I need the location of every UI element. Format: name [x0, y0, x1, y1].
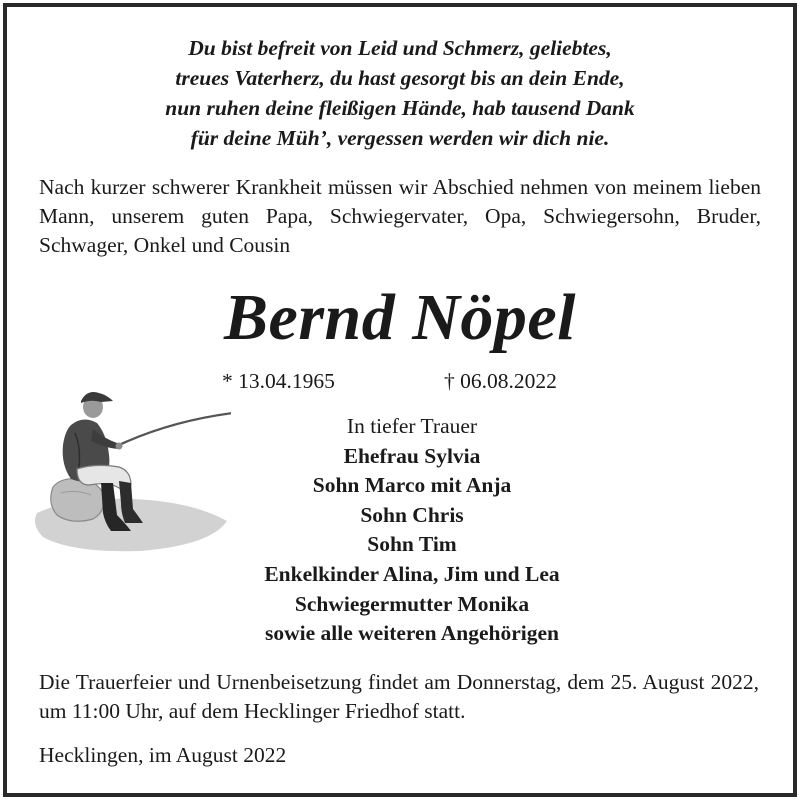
place-date: Hecklingen, im August 2022 — [39, 743, 287, 767]
mourner: Sohn Chris — [360, 502, 464, 527]
intro-text: Nach kurzer schwerer Krankheit müssen wir Abschied nehmen von meinem lieben Mann, unserem guten Papa, Schwiegervater, Opa, Schwiegersohn, Bruder, Schwager, Onkel und Cousin — [39, 175, 761, 257]
fisherman-icon — [31, 385, 231, 555]
funeral-notice: Die Trauerfeier und Urnenbeisetzung findet am Donnerstag, dem 25. August 2022, um 11:00 Uhr, auf dem Hecklinger Friedhof statt. — [39, 670, 759, 723]
obituary-frame — [3, 3, 797, 797]
birth-date: * 13.04.1965 — [222, 369, 335, 393]
mourner: Sohn Marco mit Anja — [312, 473, 512, 498]
poem-line: nun ruhen deine fleißigen Hände, hab tausend Dank — [165, 96, 635, 120]
mourning-intro: In tiefer Trauer — [346, 414, 478, 438]
poem-line: treues Vaterherz, du hast gesorgt bis an dein Ende, — [175, 66, 625, 90]
mourners-block — [202, 412, 622, 649]
deceased-name: Bernd Nöpel — [224, 281, 576, 354]
mourner: sowie alle weiteren Angehörigen — [265, 621, 559, 646]
poem — [7, 33, 793, 153]
mourner: Enkelkinder Alina, Jim und Lea — [264, 561, 560, 586]
death-date: † 06.08.2022 — [444, 369, 557, 393]
mourner: Schwiegermutter Monika — [294, 591, 530, 616]
mourner: Ehefrau Sylvia — [343, 443, 481, 468]
poem-line: Du bist befreit von Leid und Schmerz, geliebtes, — [188, 36, 612, 60]
mourner: Sohn Tim — [367, 532, 457, 557]
poem-line: für deine Müh’, vergessen werden wir dich nie. — [190, 126, 610, 150]
